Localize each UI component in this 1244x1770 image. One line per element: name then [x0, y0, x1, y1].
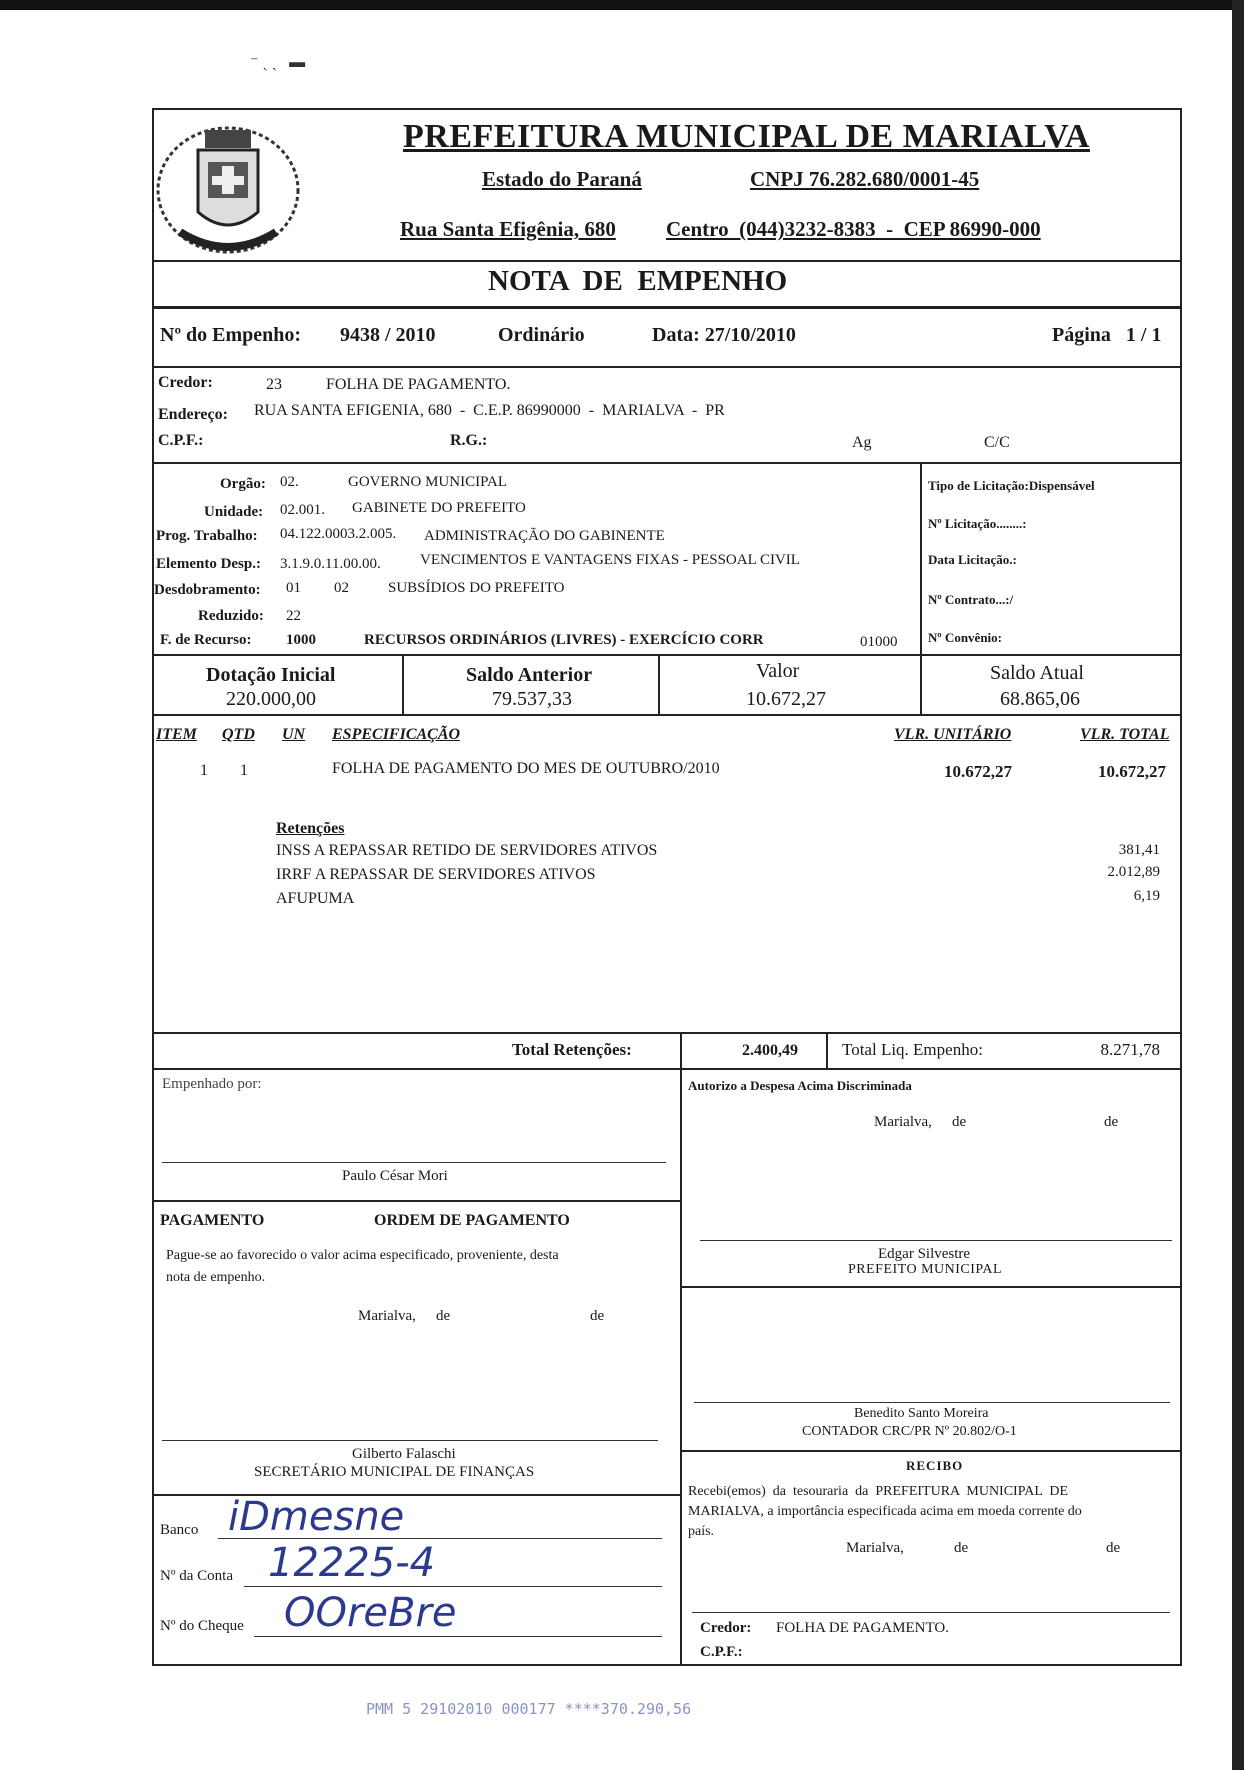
numero-contrato: Nº Contrato...:/: [928, 592, 1014, 607]
fonte-recurso-label: F. de Recurso:: [160, 632, 252, 648]
saldo-anterior-value: 79.537,33: [492, 688, 572, 710]
retencao-value-3: 6,19: [1133, 888, 1160, 904]
data-licitacao: Data Licitação.:: [928, 552, 1017, 567]
agencia-label: Ag: [852, 434, 872, 451]
retencao-desc-2: IRRF A REPASSAR DE SERVIDORES ATIVOS: [276, 866, 596, 883]
credor-code: 23: [266, 376, 282, 393]
ordem-pagamento-label: ORDEM DE PAGAMENTO: [374, 1212, 570, 1229]
recibo-label: RECIBO: [906, 1458, 964, 1473]
retencao-value-1: 381,41: [1118, 842, 1160, 858]
secretario-title: SECRETÁRIO MUNICIPAL DE FINANÇAS: [254, 1464, 535, 1480]
empenhado-name: Paulo César Mori: [342, 1168, 448, 1184]
col-especificacao-header: ESPECIFICAÇÃO: [332, 726, 461, 743]
orgao-code: 02.: [280, 474, 299, 490]
empenho-type: Ordinário: [498, 324, 585, 346]
prog-trabalho-code: 04.122.0003.2.005.: [280, 526, 397, 542]
item-unit-value: 10.672,27: [944, 762, 1012, 781]
coat-of-arms-logo: [150, 112, 305, 260]
elemento-name: VENCIMENTOS E VANTAGENS FIXAS - PESSOAL CIVIL: [420, 552, 800, 568]
item-qtd: 1: [240, 762, 248, 779]
item-number: 1: [200, 762, 208, 779]
unidade-label: Unidade:: [204, 504, 264, 520]
street-address: Rua Santa Efigênia, 680: [400, 217, 616, 241]
pague-text-2: nota de empenho.: [166, 1270, 266, 1285]
scan-right-edge: [1232, 0, 1244, 1770]
state-name: Estado do Paraná: [482, 167, 642, 191]
conta-corrente-label: C/C: [984, 434, 1010, 451]
empenho-number-label: Nº do Empenho:: [160, 324, 302, 346]
banco-label: Banco: [160, 1522, 199, 1538]
contador-signature-line: [694, 1402, 1170, 1403]
autorizo-de-2: de: [1104, 1114, 1119, 1130]
desdobramento-code2: 02: [334, 580, 349, 596]
prog-trabalho-label: Prog. Trabalho:: [156, 528, 258, 544]
scan-marks: ⁻ ˏ ˏ ▬: [250, 54, 306, 71]
address-contact: Centro (044)3232-8383 - CEP 86990-000: [666, 217, 1041, 241]
autorizo-text: Autorizo a Despesa Acima Discriminada: [688, 1078, 912, 1093]
retencao-value-2: 2.012,89: [1107, 864, 1160, 880]
page-number: Página 1 / 1: [1052, 324, 1162, 346]
prefeito-title: PREFEITO MUNICIPAL: [848, 1262, 1003, 1277]
reduzido-value: 22: [286, 608, 301, 624]
fonte-recurso-number: 01000: [860, 634, 898, 650]
secretario-signature-line: [162, 1440, 658, 1441]
total-retencoes-value: 2.400,49: [742, 1042, 798, 1059]
pagamento-de-2: de: [590, 1308, 605, 1324]
item-total-value: 10.672,27: [1098, 762, 1166, 781]
numero-licitacao: Nº Licitação........:: [928, 516, 1027, 531]
contador-title: CONTADOR CRC/PR Nº 20.802/O-1: [802, 1424, 1017, 1439]
desdobramento-name: SUBSÍDIOS DO PREFEITO: [388, 580, 565, 596]
recibo-text-3: país.: [688, 1524, 715, 1539]
empenhado-por-label: Empenhado por:: [162, 1076, 262, 1092]
recibo-de-2: de: [1106, 1540, 1121, 1556]
item-description: FOLHA DE PAGAMENTO DO MES DE OUTUBRO/2010: [332, 760, 720, 777]
retencao-desc-3: AFUPUMA: [276, 890, 355, 907]
col-valor-total-header: VLR. TOTAL: [1080, 726, 1170, 743]
recibo-signature-line: [692, 1612, 1170, 1613]
elemento-label: Elemento Desp.:: [156, 556, 261, 572]
empenhado-signature-line: [162, 1162, 666, 1163]
fonte-recurso-code: 1000: [286, 632, 316, 648]
credor-name: FOLHA DE PAGAMENTO.: [326, 376, 511, 393]
recibo-text-1: Recebi(emos) da tesouraria da PREFEITURA MUNICIPAL DE: [688, 1484, 1069, 1499]
dotacao-label: Dotação Inicial: [206, 664, 336, 686]
banco-handwritten[interactable]: iDmesne: [228, 1494, 405, 1540]
cnpj: CNPJ 76.282.680/0001-45: [750, 167, 980, 191]
orgao-label: Orgão:: [220, 476, 266, 492]
total-retencoes-label: Total Retenções:: [512, 1040, 632, 1059]
endereco-value: RUA SANTA EFIGENIA, 680 - C.E.P. 86990000 - MARIALVA - PR: [254, 402, 725, 419]
saldo-atual-label: Saldo Atual: [990, 662, 1084, 684]
recibo-text-2: MARIALVA, a importância especificada acima em moeda corrente do: [688, 1504, 1082, 1519]
cpf-label: C.P.F.:: [158, 432, 204, 449]
empenho-date: Data: 27/10/2010: [652, 324, 796, 346]
desdobramento-code1: 01: [286, 580, 301, 596]
pagamento-de-1: de: [436, 1308, 451, 1324]
recibo-de-1: de: [954, 1540, 969, 1556]
total-liquido-value: 8.271,78: [1100, 1040, 1160, 1059]
retencao-desc-1: INSS A REPASSAR RETIDO DE SERVIDORES ATIVOS: [276, 842, 658, 859]
col-valor-unitario-header: VLR. UNITÁRIO: [894, 726, 1012, 743]
valor-value: 10.672,27: [746, 688, 826, 710]
page-title: PREFEITURA MUNICIPAL DE MARIALVA: [403, 118, 1090, 155]
prefeito-name: Edgar Silvestre: [878, 1246, 971, 1262]
dotacao-value: 220.000,00: [226, 688, 316, 710]
pague-text-1: Pague-se ao favorecido o valor acima especificado, proveniente, desta: [166, 1248, 559, 1263]
col-un-header: UN: [282, 726, 306, 743]
numero-conta-handwritten[interactable]: 12225-4: [268, 1540, 436, 1586]
pagamento-label: PAGAMENTO: [160, 1212, 265, 1229]
document-title: NOTA DE EMPENHO: [488, 265, 788, 297]
contador-name: Benedito Santo Moreira: [854, 1406, 989, 1421]
tipo-licitacao: Tipo de Licitação:Dispensável: [928, 478, 1095, 493]
endereco-label: Endereço:: [158, 406, 228, 423]
col-qtd-header: QTD: [222, 726, 255, 743]
empenho-number: 9438 / 2010: [340, 324, 436, 346]
recibo-city: Marialva,: [846, 1540, 904, 1556]
footer-stamp: PMM 5 29102010 000177 ****370.290,56: [366, 1700, 692, 1718]
recibo-cpf-label: C.P.F.:: [700, 1644, 743, 1660]
pagamento-city: Marialva,: [358, 1308, 416, 1324]
autorizo-city: Marialva,: [874, 1114, 932, 1130]
prefeito-signature-line: [700, 1240, 1172, 1241]
total-liquido-label: Total Liq. Empenho:: [842, 1040, 983, 1059]
valor-label: Valor: [756, 660, 800, 682]
numero-cheque-label: Nº do Cheque: [160, 1618, 244, 1634]
numero-cheque-handwritten[interactable]: OOreBre: [284, 1590, 457, 1636]
desdobramento-label: Desdobramento:: [154, 582, 261, 598]
credor-label: Credor:: [158, 374, 213, 391]
rg-label: R.G.:: [450, 432, 488, 449]
secretario-name: Gilberto Falaschi: [352, 1446, 456, 1462]
recibo-credor-label: Credor:: [700, 1620, 752, 1636]
numero-conta-label: Nº da Conta: [160, 1568, 233, 1584]
fonte-recurso-name: RECURSOS ORDINÁRIOS (LIVRES) - EXERCÍCIO CORR: [364, 632, 764, 648]
col-item-header: ITEM: [156, 726, 197, 743]
numero-convenio: Nº Convênio:: [928, 630, 1002, 645]
recibo-credor-value: FOLHA DE PAGAMENTO.: [776, 1620, 949, 1636]
saldo-anterior-label: Saldo Anterior: [466, 664, 593, 686]
scan-top-edge: [0, 0, 1244, 10]
saldo-atual-value: 68.865,06: [1000, 688, 1080, 710]
unidade-name: GABINETE DO PREFEITO: [352, 500, 526, 516]
reduzido-label: Reduzido:: [198, 608, 264, 624]
elemento-code: 3.1.9.0.11.00.00.: [280, 556, 381, 572]
orgao-name: GOVERNO MUNICIPAL: [348, 474, 508, 490]
retencoes-label: Retenções: [276, 820, 345, 837]
autorizo-de-1: de: [952, 1114, 967, 1130]
unidade-code: 02.001.: [280, 502, 325, 518]
prog-trabalho-name: ADMINISTRAÇÃO DO GABINENTE: [424, 528, 665, 544]
